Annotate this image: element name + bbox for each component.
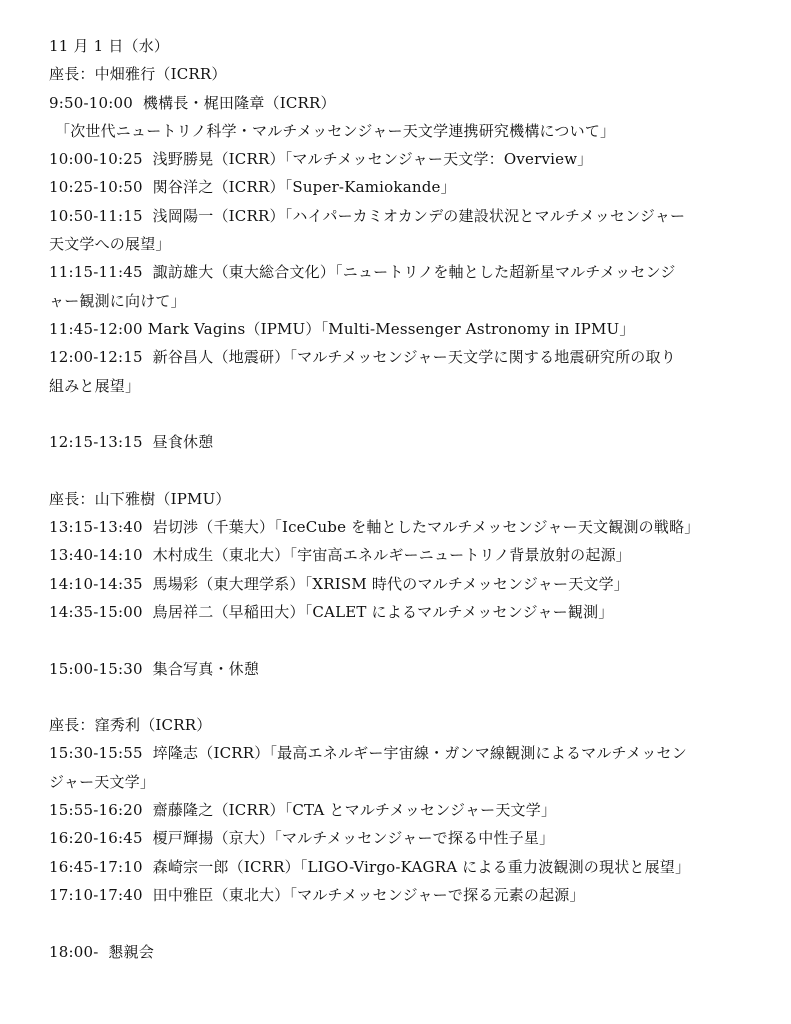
program-line: 天文学への展望」 [49, 235, 171, 254]
program-line: 15:55-16:20 齋藤隆之（ICRR）「CTA とマルチメッセンジャー天文学」 [49, 801, 557, 820]
program-line: 10:00-10:25 浅野勝晃（ICRR）「マルチメッセンジャー天文学：Overview」 [49, 150, 593, 169]
program-line: 17:10-17:40 田中雅臣（東北大）「マルチメッセンジャーで探る元素の起源」 [49, 885, 585, 904]
program-line: 13:40-14:10 木村成生（東北大）「宇宙高エネルギーニュートリノ背景放射の起源」 [49, 546, 631, 565]
spacer [49, 456, 749, 484]
program-line: 13:15-13:40 岩切渉（千葉大）「IceCube を軸としたマルチメッセンジャー天文観測の戦略」 [49, 518, 700, 537]
program-line: 「次世代ニュートリノ科学・マルチメッセンジャー天文学連携研究機構について」 [55, 121, 616, 140]
session-2 [49, 485, 749, 626]
break-line: 12:15-13:15 昼食休憩 [49, 433, 214, 452]
spacer [49, 626, 749, 654]
break-line: 15:00-15:30 集合写真・休憩 [49, 659, 260, 678]
program-line: 11:15-11:45 諏訪雄大（東大総合文化）「ニュートリノを軸とした超新星マルチメッセンジ [49, 263, 676, 282]
session-3 [49, 711, 749, 909]
spacer [49, 400, 749, 428]
program-line: 9:50-10:00 機構長・梶田隆章（ICRR） [49, 93, 336, 112]
program-line: 11:45-12:00 Mark Vagins（IPMU）「Multi-Messenger Astronomy in IPMU」 [49, 319, 635, 338]
program-line: 組みと展望」 [49, 376, 141, 395]
program-document [49, 32, 749, 966]
program-line: 10:50-11:15 浅岡陽一（ICRR）「ハイパーカミオカンデの建設状況とマルチメッセンジャー [49, 206, 686, 225]
program-line: 12:00-12:15 新谷昌人（地震研）「マルチメッセンジャー天文学に関する地震研究所の取り [49, 348, 676, 367]
program-line: ジャー天文学」 [49, 772, 156, 791]
session-chair: 座長：中畑雅行（ICRR） [49, 65, 227, 84]
program-line: 16:45-17:10 森崎宗一郎（ICRR）「LIGO-Virgo-KAGRA による重力波観測の現状と展望」 [49, 857, 691, 876]
spacer [49, 683, 749, 711]
program-line: 14:35-15:00 鳥居祥二（早稲田大）「CALET によるマルチメッセンジャー観測」 [49, 602, 614, 621]
program-line: 15:30-15:55 埣隆志（ICRR）「最高エネルギー宇宙線・ガンマ線観測によるマルチメッセン [49, 744, 687, 763]
program-line: 14:10-14:35 馬場彩（東大理学系）「XRISM 時代のマルチメッセンジャー天文学」 [49, 574, 629, 593]
date-heading: 11 月 1 日（水） [49, 37, 170, 55]
program-line: ャー観測に向けて」 [49, 291, 186, 310]
session-chair: 座長：山下雅樹（IPMU） [49, 489, 231, 508]
reception-line: 18:00- 懇親会 [49, 942, 155, 961]
program-line: 10:25-10:50 関谷洋之（ICRR）「Super-Kamiokande」 [49, 178, 456, 197]
session-1 [49, 60, 749, 400]
program-line: 16:20-16:45 榎戸輝揚（京大）「マルチメッセンジャーで探る中性子星」 [49, 829, 555, 848]
spacer [49, 909, 749, 937]
session-chair: 座長：窪秀利（ICRR） [49, 716, 212, 735]
